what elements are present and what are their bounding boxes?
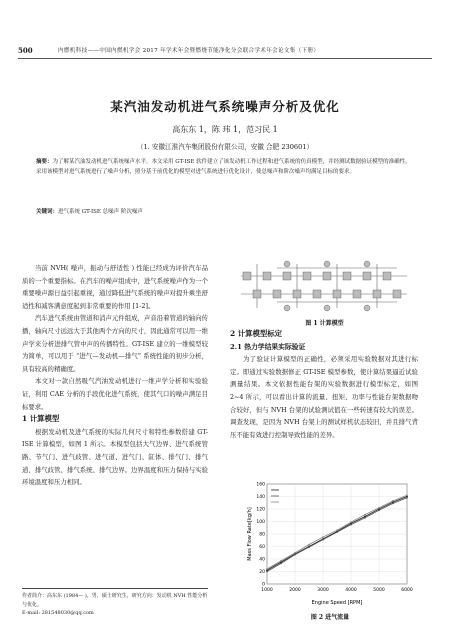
data-point (364, 517, 366, 519)
y-tick-label: 120 (256, 507, 265, 513)
data-point (378, 507, 380, 509)
data-point (406, 494, 408, 496)
x-tick-label: 4000 (345, 588, 357, 593)
running-header (18, 44, 432, 59)
figure-2-chart (245, 478, 415, 608)
footnote (22, 588, 208, 618)
data-point (280, 562, 282, 564)
data-point (308, 544, 310, 546)
abstract-label: 摘要： (36, 159, 53, 165)
x-tick-label: 5000 (373, 588, 385, 593)
subsection-heading-2-1: 2.1 热力学结果实际验证 (230, 342, 306, 351)
paper-title: 某汽油发动机进气系统噪声分析及优化 (110, 99, 340, 114)
y-tick-label: 60 (259, 545, 265, 551)
intro-paragraph-2: 汽车进气系统由管道和消声元件组成，声音沿着管道的轴向传播，轴向尺寸远远大于其他两个方向的尺寸，因此通常可以用一维声学来分析进排气管中声的传播特性。GT-ISE 建立的一维模型较为简单，可以用于 “进气—发动机—排气” 系统性能的初步分析，具有较高的精确度。 (22, 314, 208, 373)
data-point (266, 571, 268, 573)
data-point (294, 554, 296, 556)
page-number: 500 (18, 46, 33, 55)
y-tick-label: 0 (262, 582, 265, 588)
data-point (308, 546, 310, 548)
x-axis-label: Engine Speed [RPM] (311, 600, 363, 606)
y-axis-label: Mass Flow Rate[kg/h] (247, 507, 253, 561)
y-tick-label: 80 (259, 532, 265, 538)
data-point (378, 509, 380, 511)
figure-1-caption: 图 1 计算模型 (305, 320, 344, 327)
legend (271, 490, 279, 502)
keywords-label: 关键词： (36, 209, 59, 215)
data-point (322, 539, 324, 541)
affiliation: （1. 安徽江淮汽车集团股份有限公司，安徽 合肥 230601） (136, 143, 314, 151)
author-bio: 作者简介：高东东 (1984— )，男，硕士研究生，研究方向：发动机 NVH 性能分析与优化。 (22, 593, 208, 608)
right-column (230, 328, 418, 441)
section-heading-1: 1 计算模型 (22, 414, 60, 424)
abstract-text: 为了解某汽油发动机进气系统噪声水平，本文采用 GT-ISE 软件建立了该发动机工作过程和进气系统的仿真模型，并经测试数据验证模型的准确性，采用该模型对进气系统进行了噪声分析，照分基于前优化的模型对进气系统进行优化设计，使总噪声和阶次噪声均满足目标的要求。 (36, 159, 411, 175)
data-point (350, 524, 352, 526)
section-heading-2: 2 计算模型标定 (230, 329, 283, 338)
grid (267, 484, 407, 584)
x-tick-label: 3000 (317, 588, 329, 593)
data-point (364, 514, 366, 516)
journal-title: 内燃机科技——中国内燃机学会 2017 年学术年会暨燃烧节能净化分会联合学术年会论文集（下册） (58, 48, 320, 54)
y-tick-label: 140 (256, 495, 265, 501)
data-point (350, 521, 352, 523)
data-point (336, 529, 338, 531)
data-point (392, 500, 394, 502)
x-tick-label: 1000 (261, 588, 273, 593)
model-paragraph: 根据发动机及进气系统的实际几何尺寸和特性参数搭建 GT-ISE 计算模型，如图 1 所示。本模型包括大气边界、进气系统管路、节气门、进气歧管、进气道、进气门、缸体、排气门、排气道、排气歧管、排气系统、排气边界。边界温度和压力保持与实验环境温度和压力相同。 (22, 427, 208, 487)
intro-paragraph-1: 当前 NVH( 噪声，振动与舒适性 ) 性能已经成为评价汽车品质的一个重要指标。在汽车的噪声组成中，进气系统噪声作为一个重要噪声源日益引起重视，通过降低进气系统的噪声对提升乘坐舒适性和减客满意度起到非常重要的作用 [1-2]。 (22, 264, 208, 310)
figure-1-model-diagram (237, 256, 412, 314)
x-tick-label: 2000 (289, 588, 301, 593)
y-tick-label: 100 (256, 520, 265, 526)
y-tick-label: 20 (259, 570, 265, 576)
figure-2-caption: 图 2 进气流量 (310, 614, 350, 621)
data-point (266, 568, 268, 570)
calibration-paragraph: 为了验证计算模型的正确性，必须采用实验数据对其进行标定。即通过实验数据修正 GT-ISE 模型参数，使计算结果逼近试验测量结果。本文依据性能台架的实验数据进行模型标定，如图 2~4 所示，可以看出计算的流量、扭矩、功率与性能台架数据吻合较好，但与 NVH 台架的试验测试值在一些转速有较大的误差。调查发现，是因为 NVH 台架上的测试样机状态较旧，并且排气背压不能有效进行控制导致性能的差异。 (230, 355, 418, 439)
left-column (22, 262, 208, 489)
intro-paragraph-3: 本文对一款自然吸气汽油发动机进行一维声学分析和实验验证，利用 CAE 分析的手段优化进气系统，使其气口的噪声满足目标要求。 (22, 377, 208, 411)
data-point (280, 560, 282, 562)
author-email: E-mail: 281548030@qq.com (22, 610, 94, 616)
ticks (256, 482, 412, 593)
abstract (36, 158, 414, 177)
data-point (392, 502, 394, 504)
data-point (294, 552, 296, 554)
series-lines (266, 494, 408, 572)
y-tick-label: 40 (259, 557, 265, 563)
data-point (322, 536, 324, 538)
keywords (36, 207, 414, 215)
x-tick-label: 6000 (401, 588, 413, 593)
authors: 高东东 1，陈 玮 1，范习民 1 (172, 125, 278, 134)
keywords-text: 进气系统 GT-ISE 总噪声 阶次噪声 (58, 209, 143, 215)
data-point (406, 497, 408, 499)
data-point (336, 531, 338, 533)
y-tick-label: 160 (256, 482, 265, 488)
